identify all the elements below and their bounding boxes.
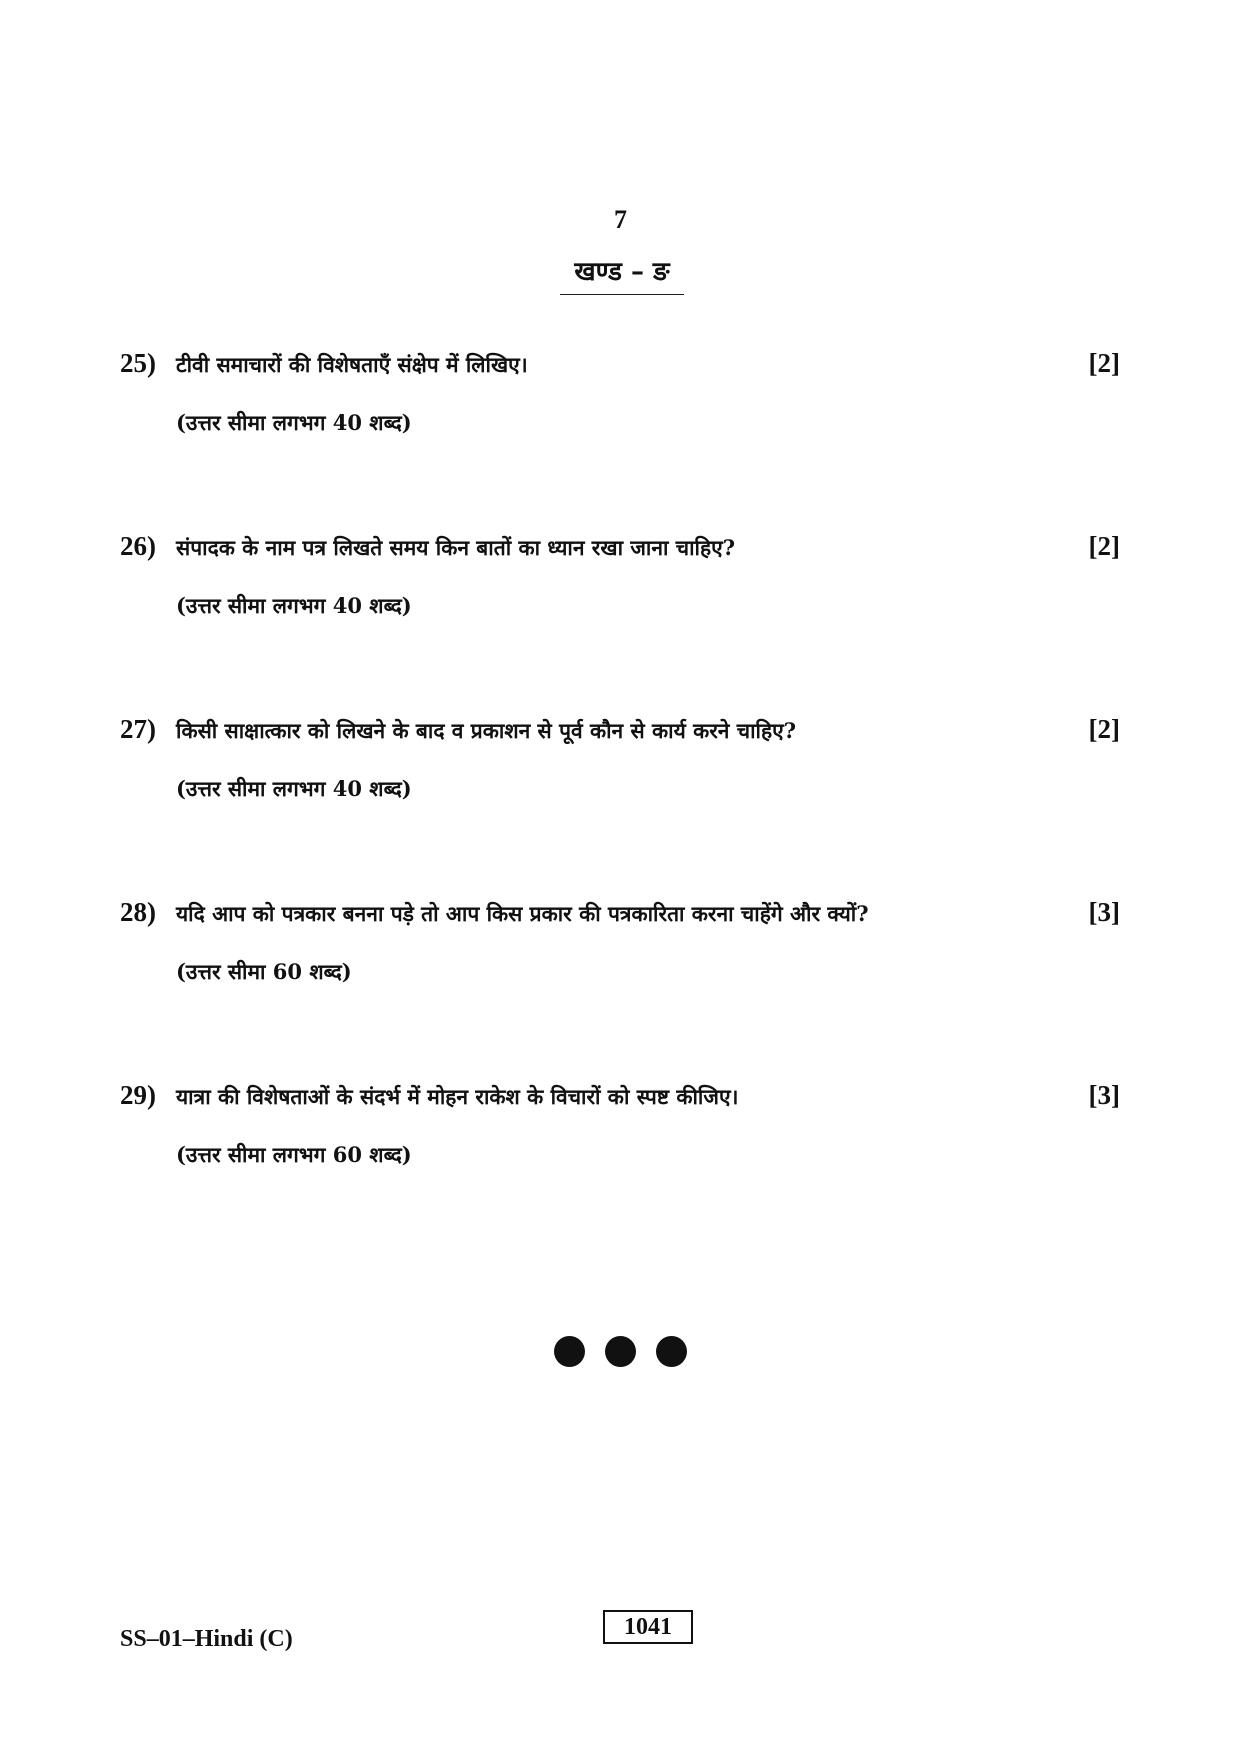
- answer-limit: (उत्तर सीमा लगभग 40 शब्द): [176, 776, 412, 801]
- paper-code: SS–01–Hindi (C): [120, 1626, 293, 1652]
- question-29: [120, 1080, 1120, 1200]
- question-text: यदि आप को पत्रकार बनना पड़े तो आप किस प्रकार की पत्रकारिता करना चाहेंगे और क्यों?: [176, 901, 869, 926]
- end-of-paper-dots: [0, 1336, 1241, 1367]
- question-number: 26): [120, 531, 156, 561]
- page-number: 7: [614, 205, 627, 234]
- question-number: 28): [120, 897, 156, 927]
- answer-limit: (उत्तर सीमा 60 शब्द): [176, 959, 352, 984]
- question-marks: [3]: [1088, 897, 1120, 927]
- question-28: [120, 897, 1120, 1017]
- question-number: 29): [120, 1080, 156, 1110]
- question-marks: [2]: [1088, 348, 1120, 378]
- dot-icon: [656, 1336, 687, 1367]
- section-title: खण्ड – ङ: [560, 252, 684, 295]
- dot-icon: [605, 1336, 636, 1367]
- question-marks: [2]: [1088, 531, 1120, 561]
- question-number: 25): [120, 348, 156, 378]
- question-text: टीवी समाचारों की विशेषताएँ संक्षेप में लिखिए।: [176, 352, 528, 377]
- answer-limit: (उत्तर सीमा लगभग 40 शब्द): [176, 410, 412, 435]
- question-text: किसी साक्षात्कार को लिखने के बाद व प्रकाशन से पूर्व कौन से कार्य करने चाहिए?: [176, 718, 797, 743]
- question-text: यात्रा की विशेषताओं के संदर्भ में मोहन राकेश के विचारों को स्पष्ट कीजिए।: [176, 1084, 739, 1109]
- question-text: संपादक के नाम पत्र लिखते समय किन बातों का ध्यान रखा जाना चाहिए?: [176, 535, 736, 560]
- page-code-box: 1041: [603, 1610, 693, 1644]
- question-26: [120, 531, 1120, 651]
- question-marks: [2]: [1088, 714, 1120, 744]
- answer-limit: (उत्तर सीमा लगभग 40 शब्द): [176, 593, 412, 618]
- question-27: [120, 714, 1120, 834]
- question-marks: [3]: [1088, 1080, 1120, 1110]
- dot-icon: [554, 1336, 585, 1367]
- answer-limit: (उत्तर सीमा लगभग 60 शब्द): [176, 1142, 412, 1167]
- question-25: [120, 348, 1120, 468]
- question-number: 27): [120, 714, 156, 744]
